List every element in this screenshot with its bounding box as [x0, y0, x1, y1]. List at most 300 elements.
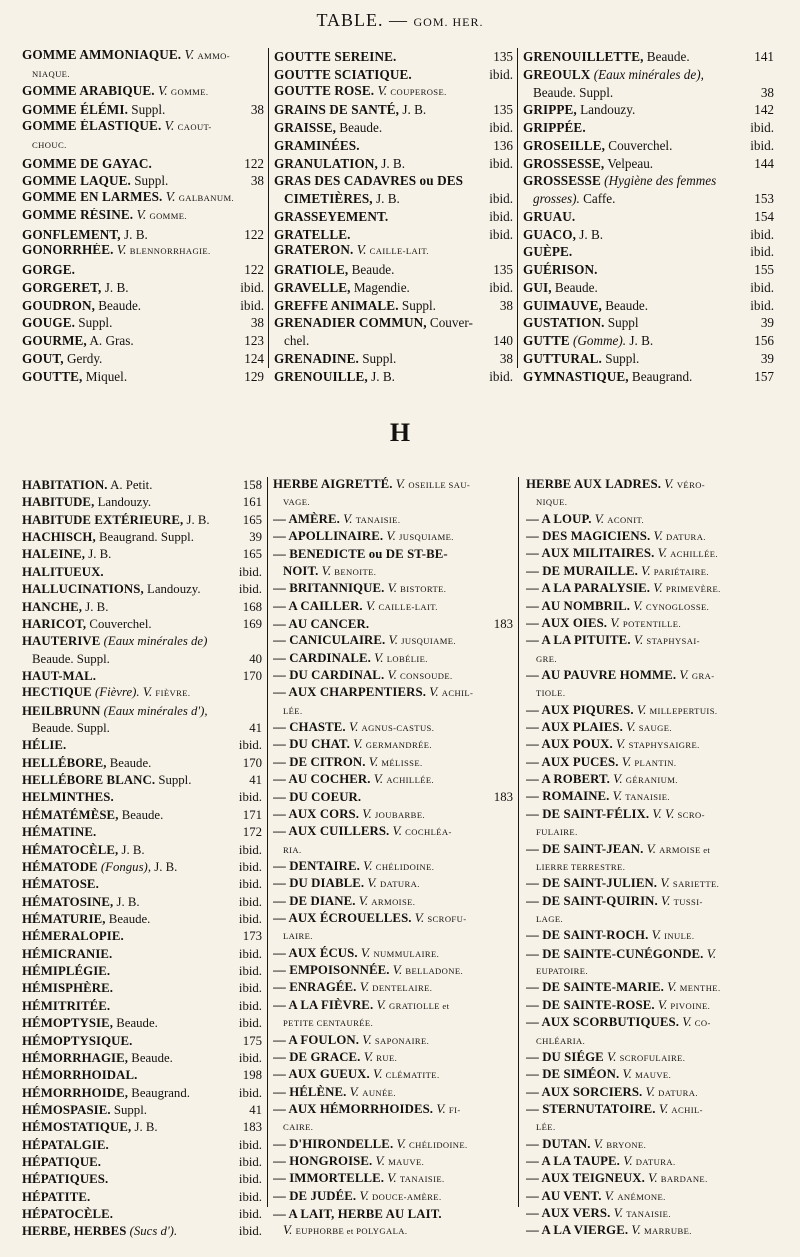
- entry-text: [283, 494, 513, 511]
- entry-text: [22, 1189, 236, 1206]
- entry-headword: — AUX HÉMORRHOIDES.: [273, 1101, 434, 1116]
- entry-text: [536, 494, 774, 511]
- entry-see: V.: [358, 893, 369, 908]
- entry-text: [22, 998, 236, 1015]
- index-entry: [274, 368, 513, 386]
- entry-text: [22, 789, 236, 806]
- entry-text: [22, 911, 236, 928]
- entry-reference: TANAISIE.: [625, 792, 670, 803]
- entry-author: Gerdy.: [66, 350, 103, 366]
- entry-reference: TANAISIE.: [399, 1174, 445, 1185]
- index-entry: [523, 332, 774, 350]
- index-entry: [523, 155, 774, 173]
- entry-text: [22, 332, 241, 350]
- entry-reference: CAILLE-LAIT.: [369, 246, 429, 257]
- entry-see: V.: [356, 243, 367, 258]
- entry-text: [273, 807, 513, 824]
- entry-headword: — DU CHAT.: [273, 737, 350, 752]
- entry-text: [274, 261, 490, 279]
- entry-author: Beaude.: [554, 279, 598, 295]
- index-entry: [273, 946, 513, 963]
- index-entry: [273, 546, 513, 563]
- entry-page: ibid.: [238, 790, 262, 805]
- entry-reference: GOMME.: [149, 210, 187, 221]
- entry-see: V.: [387, 581, 397, 596]
- entry-text: [22, 84, 264, 102]
- entry-headword: GRUAU.: [523, 208, 576, 224]
- entry-text: [274, 84, 513, 102]
- entry-see: V.: [679, 667, 689, 682]
- entry-see: V.: [375, 1154, 385, 1169]
- index-entry: [22, 137, 264, 155]
- index-entry: [526, 1189, 774, 1206]
- index-entry: [273, 1085, 513, 1102]
- entry-headword: — AU PAUVRE HOMME.: [526, 667, 677, 682]
- index-entry: [22, 279, 264, 297]
- entry-headword: — A LAIT, HERBE AU LAIT.: [273, 1207, 442, 1222]
- index-entry: [526, 859, 774, 876]
- index-entry: [22, 494, 262, 511]
- index-entry: [274, 208, 513, 226]
- entry-text: [273, 1033, 513, 1050]
- entry-see: V.: [414, 910, 425, 925]
- entry-text: [284, 332, 490, 350]
- entry-see: V.: [365, 598, 376, 613]
- index-entry: [274, 137, 513, 155]
- entry-see: V.: [436, 1101, 446, 1116]
- entry-headword: — AUX ÉCROUELLES.: [273, 910, 412, 925]
- index-entry: [22, 1033, 262, 1050]
- entry-text: [273, 894, 513, 911]
- index-entry: [22, 1189, 262, 1206]
- entry-headword: HÉMORRHOIDE,: [22, 1085, 129, 1100]
- entry-see: V.: [157, 83, 168, 98]
- entry-headword: HALEINE,: [22, 547, 86, 562]
- entry-see: V.: [363, 858, 373, 873]
- entry-author: Beaude.: [32, 651, 74, 666]
- entry-reference: ARMOISE et: [659, 844, 711, 855]
- entry-text: [273, 963, 513, 980]
- entry-reference: MAUVE.: [635, 1070, 672, 1081]
- entry-reference: SCROFULAIRE.: [619, 1052, 686, 1063]
- entry-reference: OSEILLE SAU-: [408, 480, 471, 490]
- entry-headword: HANCHE,: [22, 599, 83, 614]
- entry-text: [526, 789, 774, 806]
- entry-text: [273, 1189, 513, 1206]
- entry-page: ibid.: [489, 226, 513, 242]
- entry-page: 135: [493, 102, 513, 118]
- entry-headword: CIMETIÈRES,: [284, 191, 373, 206]
- index-entry: [273, 842, 513, 859]
- entry-headword: GRASSEYEMENT.: [274, 208, 389, 224]
- entry-headword: GOUTTE ROSE.: [274, 83, 375, 98]
- entry-text: [526, 737, 774, 754]
- index-entry: [273, 755, 513, 772]
- index-entry: [526, 980, 774, 997]
- entry-qualifier: (Eaux minérales de),: [593, 66, 704, 82]
- entry-headword: — A ROBERT.: [526, 772, 610, 787]
- entry-headword: — AUX ÉCUS.: [273, 945, 358, 960]
- entry-reference: MILLEPERTUIS.: [649, 705, 718, 716]
- entry-text: [22, 946, 236, 963]
- entry-headword: — DU CARDINAL.: [273, 667, 385, 682]
- entry-headword: — HÉLÈNE.: [273, 1084, 347, 1099]
- entry-headword: HÉMOSTATIQUE,: [22, 1120, 132, 1135]
- entry-page: ibid.: [489, 66, 513, 82]
- entry-see: V.: [362, 806, 372, 821]
- entry-reference: TIOLE.: [536, 688, 566, 699]
- entry-text: [523, 208, 751, 226]
- entry-see: V.: [349, 1084, 360, 1099]
- entry-headword: — AUX VERS.: [526, 1206, 611, 1221]
- entry-see: V.: [648, 1171, 658, 1186]
- entry-text: [32, 66, 264, 84]
- entry-text: [22, 297, 237, 315]
- entry-headword: HELLÉBORE BLANC.: [22, 773, 156, 788]
- entry-headword: HABITUDE EXTÉRIEURE,: [22, 512, 184, 527]
- index-entry: [273, 1171, 513, 1188]
- entry-reference: BLENNORRHAGIE.: [129, 246, 211, 257]
- index-entry: [523, 119, 774, 137]
- entry-page: 135: [493, 262, 513, 277]
- entry-author: J. B.: [116, 894, 140, 909]
- entry-author: J. B.: [629, 333, 654, 348]
- index-entry: [526, 512, 774, 529]
- entry-qualifier: (Eaux minérales d'),: [103, 703, 208, 718]
- entry-see: V.: [387, 1171, 397, 1186]
- entry-page: ibid.: [238, 738, 262, 753]
- entry-see: V.: [633, 598, 643, 613]
- index-entry: [273, 512, 513, 529]
- entry-text: [273, 946, 513, 963]
- index-entry: [22, 529, 262, 546]
- entry-see: V.: [396, 1136, 406, 1151]
- entry-text: [283, 703, 513, 720]
- index-entry: [273, 1223, 513, 1240]
- entry-text: [22, 546, 240, 563]
- entry-reference: JOUBARBE.: [374, 809, 426, 820]
- entry-headword: GOUDRON,: [22, 297, 95, 313]
- entry-headword: GOMME ÉLÉMI.: [22, 102, 128, 118]
- entry-text: [526, 1223, 774, 1240]
- entry-page: ibid.: [238, 946, 262, 961]
- entry-text: [22, 755, 240, 772]
- index-entry: [22, 101, 264, 119]
- entry-headword: HABITATION.: [22, 478, 108, 492]
- entry-text: [283, 928, 513, 945]
- index-entry: [273, 1206, 513, 1223]
- entry-text: [22, 1050, 236, 1067]
- entry-headword: GROSSESSE,: [523, 155, 605, 171]
- index-entry: [22, 859, 262, 876]
- entry-page: ibid.: [238, 1189, 262, 1204]
- entry-page: 41: [249, 721, 262, 736]
- entry-reference: NIAQUE.: [32, 68, 70, 79]
- entry-see: V.: [387, 667, 397, 682]
- entry-text: [22, 226, 241, 244]
- entry-page: 170: [242, 755, 262, 770]
- entry-reference: MENTHE.: [679, 983, 721, 994]
- entry-text: [22, 668, 240, 685]
- entry-text: [526, 529, 774, 546]
- entry-supplement: Suppl.: [76, 721, 110, 736]
- entry-see: V.: [362, 1032, 372, 1047]
- entry-author: Beaude.: [646, 49, 690, 64]
- entry-reference: STAPHYSAI-: [646, 636, 700, 647]
- entry-text: [283, 1119, 513, 1136]
- index-column-3: [518, 48, 774, 384]
- entry-headword: GRANULATION,: [274, 155, 378, 171]
- entry-see: V.: [706, 946, 717, 961]
- entry-headword: HÉMATODE: [22, 859, 98, 874]
- entry-text: [32, 651, 246, 668]
- entry-headword: — AUX PLAIES.: [526, 720, 623, 735]
- entry-headword: HELLÉBORE,: [22, 755, 107, 770]
- entry-text: [274, 208, 486, 226]
- index-entry: [22, 737, 262, 754]
- entry-text: [22, 1206, 236, 1223]
- entry-headword: — CHASTE.: [273, 720, 346, 735]
- entry-author: J. B.: [381, 155, 406, 171]
- index-entry: [22, 963, 262, 980]
- entry-reference: RIA.: [283, 844, 302, 855]
- entry-see: V.: [633, 633, 644, 648]
- entry-text: [533, 84, 758, 102]
- entry-supplement: Suppl.: [76, 651, 110, 666]
- index-entry: [526, 911, 774, 928]
- entry-see: V.: [376, 997, 386, 1012]
- entry-see: V.: [645, 1084, 655, 1099]
- entry-text: [22, 48, 264, 66]
- entry-headword: HÉPATIQUES.: [22, 1172, 109, 1187]
- entry-reference: MAUVE.: [388, 1157, 425, 1168]
- index-entry: [274, 226, 513, 244]
- index-entry: [523, 101, 774, 119]
- entry-reference: ANÉMONE.: [617, 1191, 666, 1202]
- entry-text: [273, 980, 513, 997]
- index-entry: [274, 350, 513, 368]
- entry-reference: STAPHYSAIGRE.: [628, 740, 700, 751]
- entry-see: V.: [646, 841, 656, 856]
- index-entry: [273, 494, 513, 511]
- entry-page: 39: [249, 530, 262, 545]
- index-entry: [274, 332, 513, 350]
- entry-text: [526, 1085, 774, 1102]
- index-entry: [22, 48, 264, 66]
- entry-see: V.: [368, 754, 379, 769]
- entry-headword: — AU CANCER.: [273, 616, 370, 631]
- entry-reference: PETITE CENTAURÉE.: [283, 1018, 374, 1029]
- entry-text: [22, 1137, 236, 1154]
- entry-author: Couverchel.: [608, 137, 673, 153]
- entry-page: ibid.: [240, 297, 264, 313]
- index-entry: [22, 668, 262, 685]
- entry-text: [526, 546, 774, 563]
- entry-reference: GRATIOLLE et: [389, 1000, 450, 1011]
- entry-text: [22, 894, 236, 911]
- entry-qualifier: grosses).: [533, 191, 580, 206]
- entry-reference: GRA-: [691, 670, 715, 681]
- index-entry: [526, 824, 774, 841]
- entry-page: ibid.: [238, 894, 262, 909]
- entry-headword: — A LA PITUITE.: [526, 633, 631, 648]
- index-entry: [273, 668, 513, 685]
- entry-reference: DOUCE-AMÈRE.: [372, 1191, 442, 1202]
- entry-reference: ACONIT.: [607, 514, 645, 525]
- entry-text: [526, 512, 774, 529]
- index-entry: [273, 599, 513, 616]
- entry-headword: HERBE, HERBES: [22, 1224, 127, 1239]
- entry-reference: EUPHORBE et POLYGALA.: [295, 1226, 408, 1237]
- index-entry: [22, 314, 264, 332]
- entry-headword: GOMME AMMONIAQUE.: [22, 48, 182, 62]
- entry-page: ibid.: [750, 137, 774, 153]
- entry-text: [273, 512, 513, 529]
- index-entry: [526, 651, 774, 668]
- entry-author: chel.: [284, 333, 310, 348]
- index-entry: [22, 332, 264, 350]
- index-entry: [526, 1067, 774, 1084]
- index-entry: [274, 172, 513, 190]
- index-entry: [273, 685, 513, 702]
- entry-headword: HAUTERIVE: [22, 634, 101, 649]
- entry-author: Beaude.: [109, 755, 152, 770]
- entry-see: V.: [657, 546, 667, 561]
- header-range: GOM. HER.: [413, 15, 484, 29]
- entry-text: [523, 101, 751, 119]
- entry-author: Beaude.: [116, 1016, 158, 1031]
- entry-headword: — DE SAINTE-ROSE.: [526, 997, 655, 1012]
- index-entry: [22, 1223, 262, 1240]
- entry-headword: GONORRHÉE.: [22, 243, 114, 258]
- index-entry: [523, 226, 774, 244]
- entry-headword: HÉMICRANIE.: [22, 946, 113, 961]
- entry-page: 38: [250, 102, 264, 118]
- entry-text: [22, 842, 236, 859]
- entry-page: 135: [493, 49, 513, 64]
- entry-headword: — AUX SCORBUTIQUES.: [526, 1015, 680, 1030]
- index-entry: [273, 1050, 513, 1067]
- entry-headword: — APOLLINAIRE.: [273, 529, 384, 544]
- index-entry: [22, 84, 264, 102]
- entry-text: [273, 581, 513, 598]
- entry-reference: LAGE.: [536, 913, 564, 924]
- entry-author: Beaugrand.: [99, 530, 158, 545]
- entry-text: [22, 703, 262, 720]
- entry-headword: NOIT.: [283, 563, 319, 578]
- index-entry: [273, 1154, 513, 1171]
- index-entry: [273, 876, 513, 893]
- entry-reference: LOBÉLIE.: [386, 653, 428, 664]
- entry-text: [273, 616, 491, 633]
- entry-text: [273, 1206, 513, 1223]
- entry-text: [274, 314, 513, 332]
- entry-author: Suppl.: [113, 1102, 147, 1117]
- entry-text: [526, 616, 774, 633]
- entry-reference: ACHIL-: [441, 688, 474, 699]
- entry-see: V.: [283, 1223, 293, 1238]
- index-entry: [22, 911, 262, 928]
- entry-headword: — AUX CORS.: [273, 806, 360, 821]
- entry-text: [283, 842, 513, 859]
- entry-page: 136: [493, 137, 513, 153]
- entry-text: [273, 720, 513, 737]
- entry-text: [274, 119, 486, 137]
- entry-headword: — AU VENT.: [526, 1188, 602, 1203]
- entry-text: [274, 297, 497, 315]
- entry-page: 38: [499, 297, 513, 313]
- entry-text: [526, 633, 774, 650]
- entry-headword: HÉMISPHÈRE.: [22, 981, 114, 996]
- entry-author: Beaude.: [533, 84, 576, 100]
- index-entry: [526, 1050, 774, 1067]
- entry-see: V.: [353, 737, 363, 752]
- entry-headword: — ENRAGÉE.: [273, 980, 357, 995]
- entry-see: V.: [661, 893, 671, 908]
- entry-text: [22, 512, 240, 529]
- index-entry: [274, 261, 513, 279]
- entry-headword: GORGERET,: [22, 279, 102, 295]
- entry-reference: GRE.: [536, 653, 557, 664]
- index-entry: [22, 119, 264, 137]
- entry-headword: GRENOUILLE,: [274, 368, 368, 384]
- entry-page: ibid.: [489, 191, 513, 206]
- entry-text: [22, 119, 264, 137]
- index-entry: [22, 980, 262, 997]
- entry-page: 183: [493, 616, 513, 631]
- entry-headword: HEILBRUNN: [22, 703, 101, 718]
- entry-text: [523, 297, 747, 315]
- entry-headword: — BRITANNIQUE.: [273, 581, 385, 596]
- entry-headword: HECTIQUE: [22, 685, 92, 700]
- entry-page: 173: [242, 929, 262, 944]
- entry-see: V.: [164, 119, 175, 133]
- entry-see: V.: [594, 511, 605, 526]
- index-entry: [22, 546, 262, 563]
- index-entry: [273, 703, 513, 720]
- entry-reference: CAILLE-LAIT.: [378, 601, 438, 612]
- entry-reference: GÉRANIUM.: [625, 775, 678, 786]
- entry-headword: GOURME,: [22, 333, 87, 348]
- index-entry: [22, 1119, 262, 1136]
- entry-text: [273, 998, 513, 1015]
- entry-page: ibid.: [238, 842, 262, 857]
- entry-page: ibid.: [238, 1207, 262, 1222]
- index-entry: [22, 894, 262, 911]
- entry-text: [22, 633, 262, 650]
- entry-text: [273, 876, 513, 893]
- entry-page: 122: [244, 226, 264, 242]
- entry-page: ibid.: [489, 120, 513, 135]
- index-column-3: [519, 477, 774, 1238]
- entry-see: V.: [623, 1154, 633, 1169]
- index-entry: [22, 876, 262, 893]
- entry-text: [274, 226, 486, 244]
- entry-reference: EUPATOIRE.: [536, 966, 588, 977]
- entry-supplement: Suppl.: [579, 84, 614, 100]
- header-separator: —: [389, 10, 409, 30]
- index-entry: [526, 963, 774, 980]
- index-entry: [22, 842, 262, 859]
- entry-headword: — DE MURAILLE.: [526, 563, 638, 578]
- entry-text: [274, 350, 497, 368]
- index-entry: [273, 477, 513, 494]
- entry-qualifier: (Eaux minérales de): [103, 634, 208, 649]
- entry-headword: — AUX GUEUX.: [273, 1067, 370, 1082]
- entry-reference: GOMME.: [170, 86, 209, 97]
- index-entry: [273, 1102, 513, 1119]
- entry-page: ibid.: [238, 1016, 262, 1031]
